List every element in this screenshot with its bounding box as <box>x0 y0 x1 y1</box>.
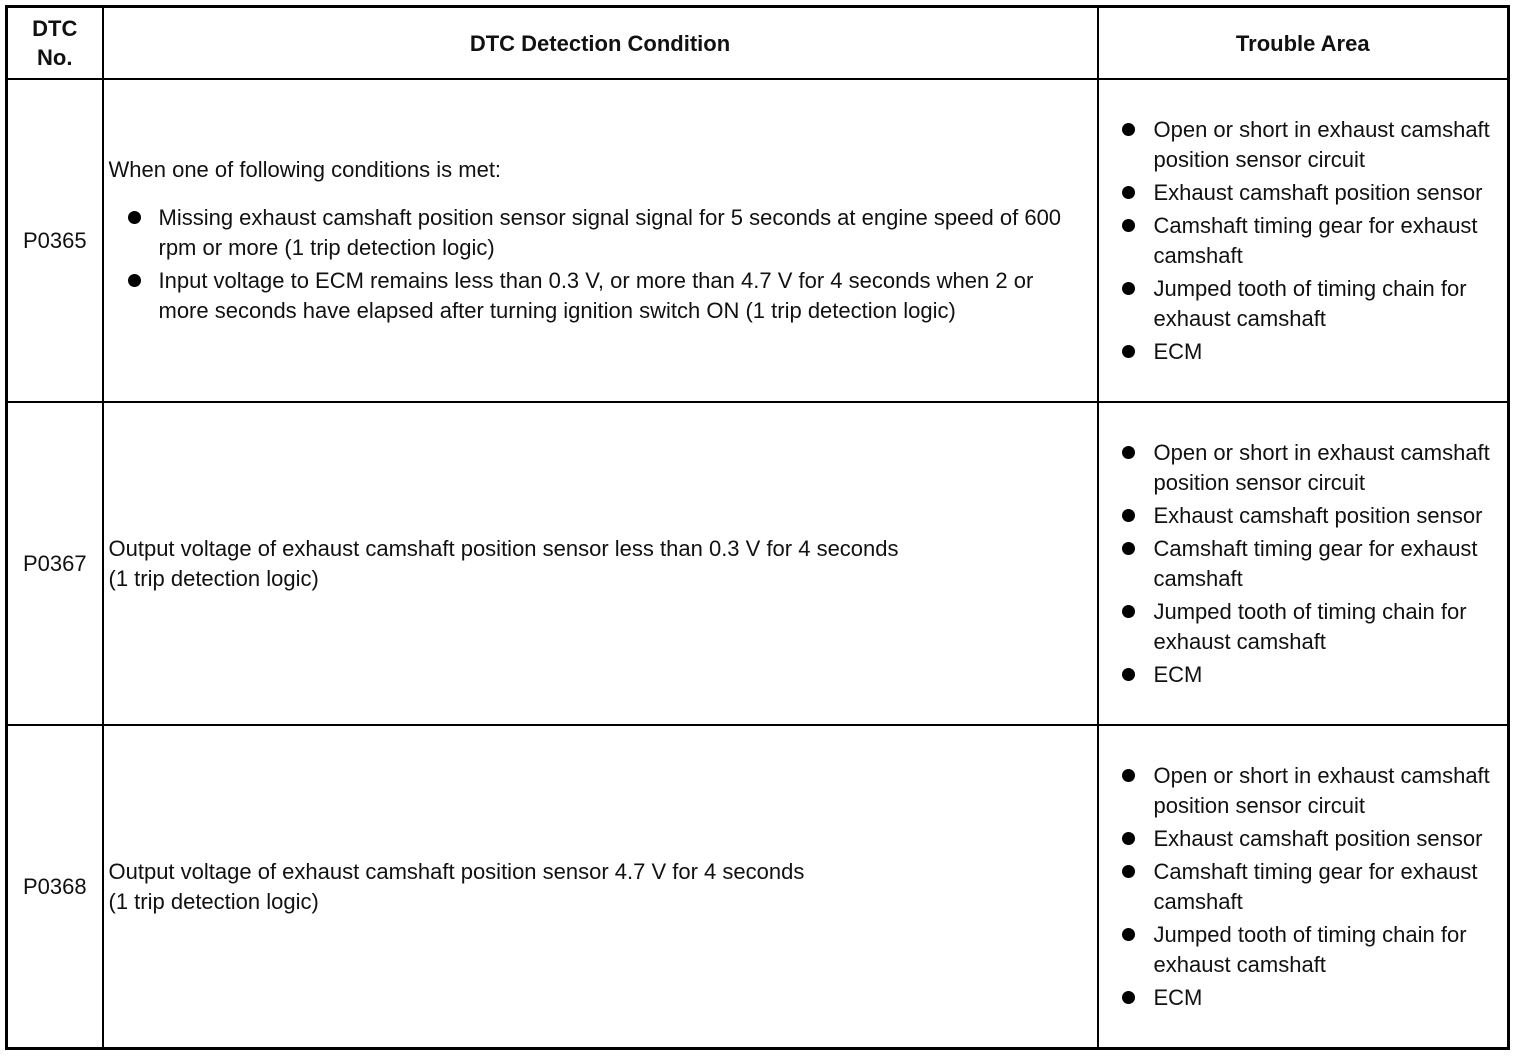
header-row <box>7 7 1509 80</box>
condition-line: (1 trip detection logic) <box>108 565 319 591</box>
detection-condition-cell <box>103 79 1098 402</box>
list-item <box>1099 534 1508 594</box>
dtc-code: P0365 <box>22 227 87 253</box>
list-item <box>1099 660 1508 690</box>
trouble-area-item: Jumped tooth of timing chain for exhaust camshaft <box>1153 598 1467 654</box>
bullet-dot-icon <box>1122 186 1135 199</box>
trouble-area-item: ECM <box>1153 338 1203 364</box>
list-item <box>109 266 1089 326</box>
list-item <box>1099 857 1508 917</box>
dtc-code: P0368 <box>22 873 87 899</box>
condition-text <box>109 857 1089 917</box>
list-item <box>1099 438 1508 498</box>
trouble-area-list <box>1099 115 1508 367</box>
list-item <box>1099 501 1508 531</box>
trouble-area-item: ECM <box>1153 984 1203 1010</box>
list-item <box>1099 211 1508 271</box>
trouble-area-item: Open or short in exhaust camshaft position sensor circuit <box>1153 762 1490 818</box>
trouble-area-list <box>1099 438 1508 690</box>
bullet-dot-icon <box>1122 832 1135 845</box>
list-item <box>1099 597 1508 657</box>
bullet-dot-icon <box>128 211 141 224</box>
list-item <box>1099 761 1508 821</box>
dtc-code-cell <box>7 402 103 725</box>
condition-item: Missing exhaust camshaft position sensor signal signal for 5 seconds at engine speed of 600 rpm or more (1 trip detection logic) <box>158 205 1062 260</box>
dtc-code-cell <box>7 79 103 402</box>
bullet-dot-icon <box>1122 219 1135 232</box>
trouble-area-item: Open or short in exhaust camshaft position sensor circuit <box>1153 439 1490 495</box>
condition-list <box>109 203 1089 326</box>
bullet-dot-icon <box>1122 542 1135 555</box>
table-row <box>7 402 1509 725</box>
list-item <box>1099 983 1508 1013</box>
dtc-code: P0367 <box>22 550 87 576</box>
bullet-dot-icon <box>128 274 141 287</box>
dtc-table <box>5 5 1510 1050</box>
list-item <box>1099 920 1508 980</box>
list-item <box>1099 274 1508 334</box>
bullet-dot-icon <box>1122 123 1135 136</box>
detection-condition-cell <box>103 725 1098 1049</box>
condition-intro: When one of following conditions is met: <box>108 157 502 182</box>
trouble-area-list <box>1099 761 1508 1013</box>
dtc-code-cell <box>7 725 103 1049</box>
bullet-dot-icon <box>1122 928 1135 941</box>
bullet-dot-icon <box>1122 345 1135 358</box>
detection-condition-cell <box>103 402 1098 725</box>
condition-line: Output voltage of exhaust camshaft position sensor less than 0.3 V for 4 seconds <box>108 535 899 561</box>
trouble-area-cell <box>1098 402 1509 725</box>
list-item <box>109 203 1089 263</box>
bullet-dot-icon <box>1122 446 1135 459</box>
trouble-area-item: Exhaust camshaft position sensor <box>1153 502 1483 528</box>
trouble-area-item: Open or short in exhaust camshaft position sensor circuit <box>1153 116 1490 172</box>
trouble-area-item: Exhaust camshaft position sensor <box>1153 179 1483 205</box>
header-trouble-area-label: Trouble Area <box>1235 30 1370 56</box>
header-trouble-area <box>1098 7 1509 80</box>
list-item <box>1099 824 1508 854</box>
trouble-area-cell <box>1098 725 1509 1049</box>
header-detection-condition <box>103 7 1098 80</box>
bullet-dot-icon <box>1122 509 1135 522</box>
header-dtc-no-label: DTC No. <box>32 16 78 70</box>
trouble-area-item: Camshaft timing gear for exhaust camshaft <box>1153 212 1478 268</box>
bullet-dot-icon <box>1122 865 1135 878</box>
condition-item: Input voltage to ECM remains less than 0.3 V, or more than 4.7 V for 4 seconds when 2 or more seconds have elapsed after turning ignition switch ON (1 trip detection logic) <box>158 268 1034 323</box>
table-row <box>7 725 1509 1049</box>
trouble-area-item: ECM <box>1153 661 1203 687</box>
trouble-area-item: Camshaft timing gear for exhaust camshaft <box>1153 535 1478 591</box>
condition-text <box>109 534 1089 594</box>
trouble-area-item: Exhaust camshaft position sensor <box>1153 825 1483 851</box>
bullet-dot-icon <box>1122 991 1135 1004</box>
header-dtc-no <box>7 7 103 80</box>
list-item <box>1099 337 1508 367</box>
trouble-area-item: Jumped tooth of timing chain for exhaust camshaft <box>1153 921 1467 977</box>
bullet-dot-icon <box>1122 668 1135 681</box>
trouble-area-cell <box>1098 79 1509 402</box>
condition-line: Output voltage of exhaust camshaft position sensor 4.7 V for 4 seconds <box>108 858 805 884</box>
list-item <box>1099 178 1508 208</box>
list-item <box>1099 115 1508 175</box>
trouble-area-item: Camshaft timing gear for exhaust camshaft <box>1153 858 1478 914</box>
bullet-dot-icon <box>1122 282 1135 295</box>
condition-line: (1 trip detection logic) <box>108 888 319 914</box>
trouble-area-item: Jumped tooth of timing chain for exhaust camshaft <box>1153 275 1467 331</box>
table-row <box>7 79 1509 402</box>
bullet-dot-icon <box>1122 769 1135 782</box>
bullet-dot-icon <box>1122 605 1135 618</box>
header-detection-condition-label: DTC Detection Condition <box>469 30 731 56</box>
